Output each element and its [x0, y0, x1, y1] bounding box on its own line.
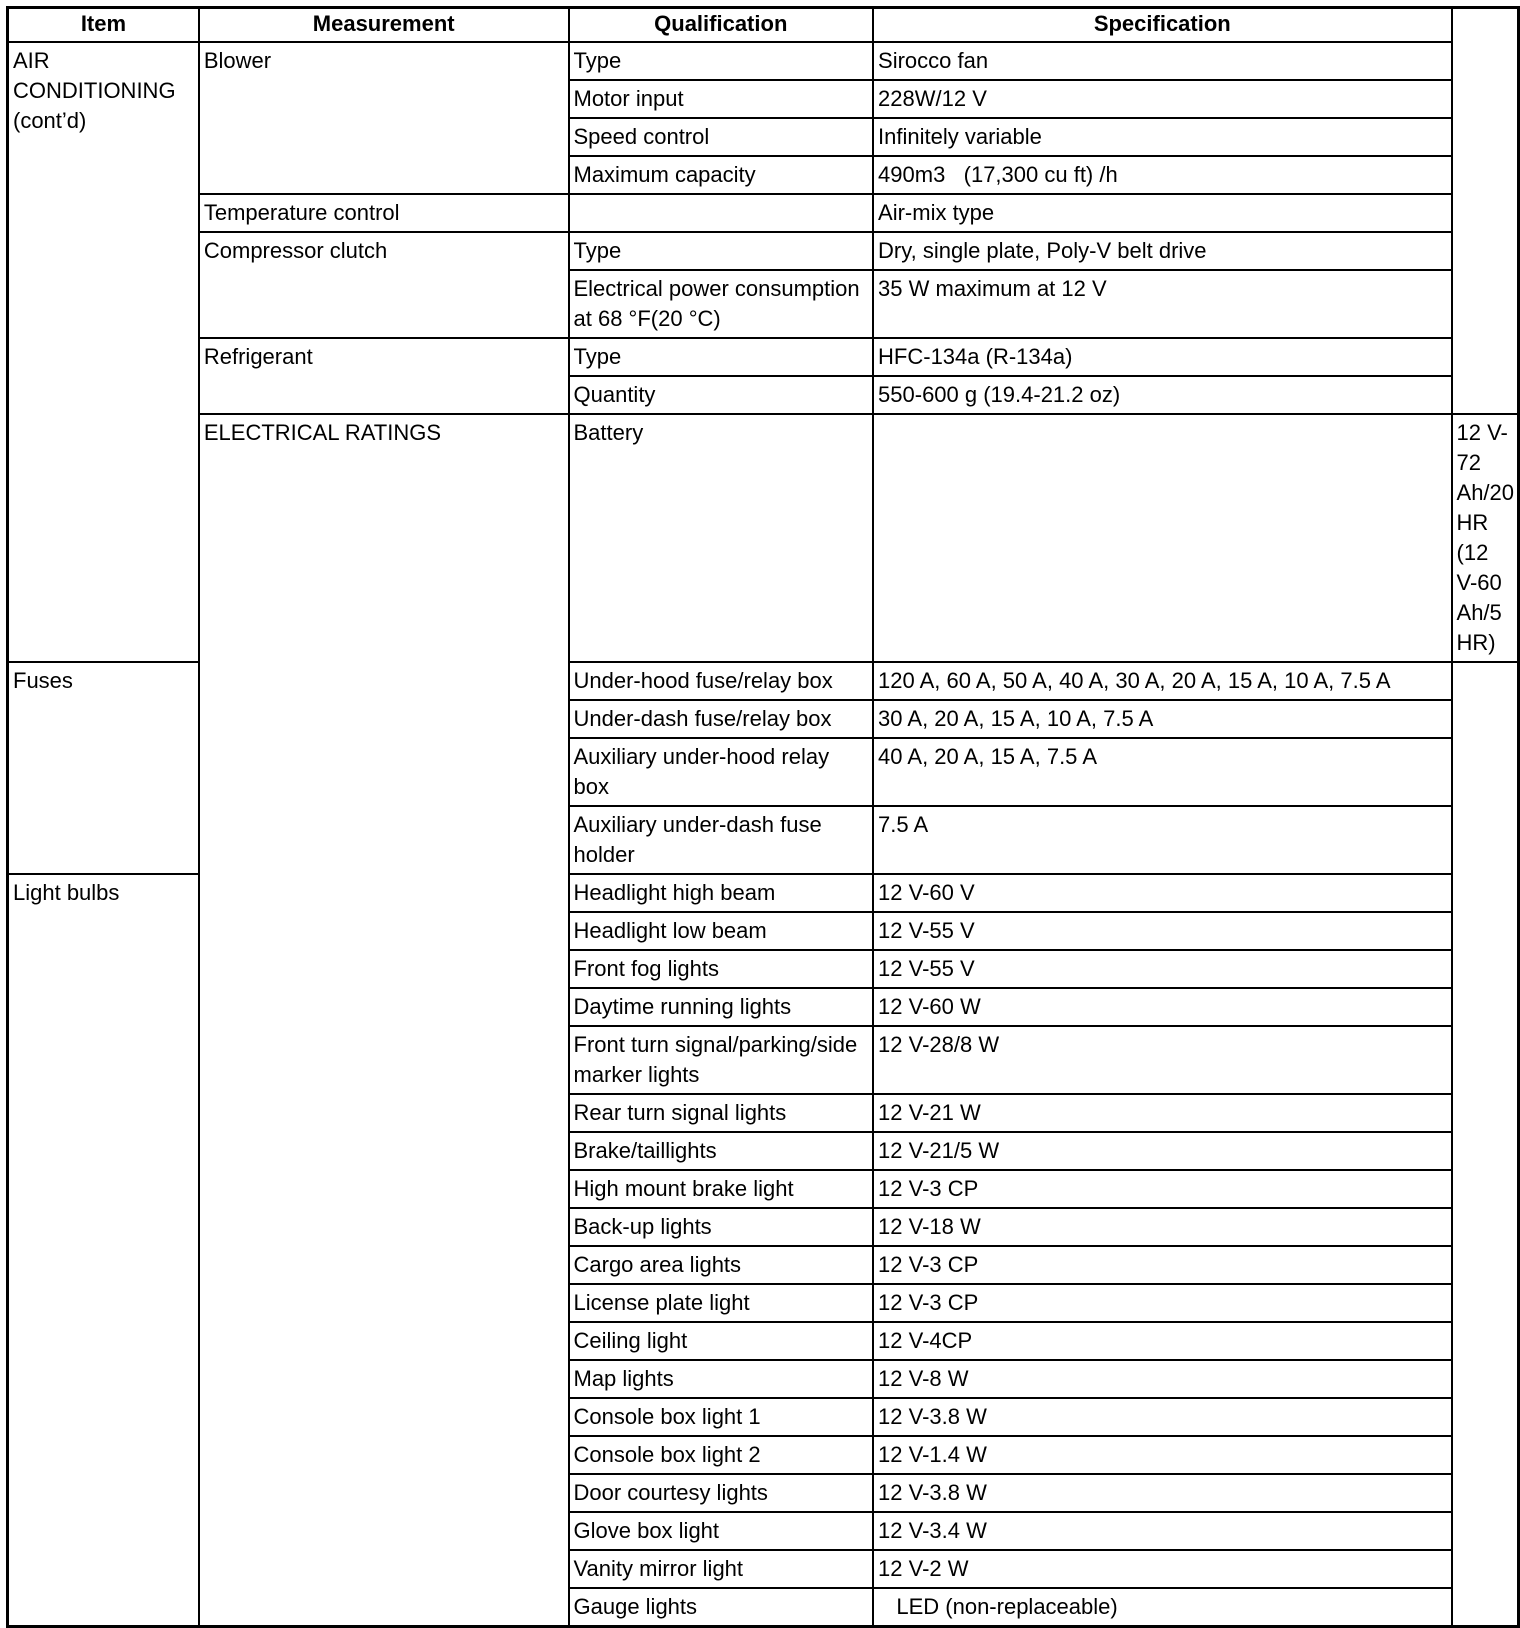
specification-cell: 12 V-60 W: [873, 988, 1451, 1026]
qualification-cell: Ceiling light: [569, 1322, 874, 1360]
specification-cell: 12 V-28/8 W: [873, 1026, 1451, 1094]
specification-cell: 12 V-8 W: [873, 1360, 1451, 1398]
measurement-light-bulbs: Light bulbs: [8, 874, 199, 1627]
specification-cell: LED (non-replaceable): [873, 1588, 1451, 1627]
qualification-cell: Brake/taillights: [569, 1132, 874, 1170]
item-electrical-ratings: ELECTRICAL RATINGS: [199, 414, 569, 1627]
table-row: [8, 194, 1519, 232]
qualification-cell: Front turn signal/parking/side marker lights: [569, 1026, 874, 1094]
qualification-cell: Gauge lights: [569, 1588, 874, 1627]
specification-cell: 12 V-3 CP: [873, 1246, 1451, 1284]
qualification-cell: Headlight low beam: [569, 912, 874, 950]
specification-cell: 35 W maximum at 12 V: [873, 270, 1451, 338]
qualification-cell: Quantity: [569, 376, 874, 414]
qualification-cell: Back-up lights: [569, 1208, 874, 1246]
specification-cell: 12 V-3.8 W: [873, 1398, 1451, 1436]
specification-cell: 228W/12 V: [873, 80, 1451, 118]
table-row: [8, 232, 1519, 270]
table-row: [8, 338, 1519, 376]
header-row: [8, 8, 1519, 43]
item-air-conditioning: AIR CONDITIONING (cont’d): [8, 42, 199, 662]
specification-cell: 12 V-2 W: [873, 1550, 1451, 1588]
qualification-cell-empty: [569, 194, 874, 232]
qualification-cell: Front fog lights: [569, 950, 874, 988]
spec-sheet: [6, 6, 1520, 1628]
qualification-cell: Motor input: [569, 80, 874, 118]
specification-cell: Sirocco fan: [873, 42, 1451, 80]
qualification-cell: Door courtesy lights: [569, 1474, 874, 1512]
qualification-cell: Electrical power consumption at 68 °F(20 °C): [569, 270, 874, 338]
qualification-cell: Maximum capacity: [569, 156, 874, 194]
specification-cell: 30 A, 20 A, 15 A, 10 A, 7.5 A: [873, 700, 1451, 738]
specification-cell: 12 V-4CP: [873, 1322, 1451, 1360]
header-item: Item: [8, 8, 199, 43]
header-qualification: Qualification: [569, 8, 874, 43]
specification-cell: 12 V-3.4 W: [873, 1512, 1451, 1550]
qualification-cell: High mount brake light: [569, 1170, 874, 1208]
qualification-cell: Rear turn signal lights: [569, 1094, 874, 1132]
specification-cell: 7.5 A: [873, 806, 1451, 874]
qualification-cell: Glove box light: [569, 1512, 874, 1550]
qualification-cell: Speed control: [569, 118, 874, 156]
measurement-blower: Blower: [199, 42, 569, 194]
qualification-cell: Headlight high beam: [569, 874, 874, 912]
measurement-refrigerant: Refrigerant: [199, 338, 569, 414]
specification-cell: Air-mix type: [873, 194, 1451, 232]
qualification-cell: Cargo area lights: [569, 1246, 874, 1284]
specification-cell: 12 V-3 CP: [873, 1284, 1451, 1322]
qualification-cell: Daytime running lights: [569, 988, 874, 1026]
specification-cell: 120 A, 60 A, 50 A, 40 A, 30 A, 20 A, 15 A, 10 A, 7.5 A: [873, 662, 1451, 700]
specification-cell: 12 V-55 V: [873, 912, 1451, 950]
qualification-cell: Auxiliary under-hood relay box: [569, 738, 874, 806]
specification-cell: HFC-134a (R-134a): [873, 338, 1451, 376]
measurement-compressor-clutch: Compressor clutch: [199, 232, 569, 338]
specification-cell: 12 V-1.4 W: [873, 1436, 1451, 1474]
table-row: [8, 414, 1519, 662]
specification-cell: 12 V-3.8 W: [873, 1474, 1451, 1512]
qualification-cell: Type: [569, 338, 874, 376]
qualification-cell-empty: [873, 414, 1451, 662]
specification-cell: 12 V-21 W: [873, 1094, 1451, 1132]
specification-cell: 550-600 g (19.4-21.2 oz): [873, 376, 1451, 414]
header-measurement: Measurement: [199, 8, 569, 43]
specification-cell: 12 V-18 W: [873, 1208, 1451, 1246]
qualification-cell: Type: [569, 42, 874, 80]
specification-cell: 12 V-60 V: [873, 874, 1451, 912]
specification-cell: Dry, single plate, Poly-V belt drive: [873, 232, 1451, 270]
header-specification: Specification: [873, 8, 1451, 43]
qualification-cell: Under-hood fuse/relay box: [569, 662, 874, 700]
specification-cell: 40 A, 20 A, 15 A, 7.5 A: [873, 738, 1451, 806]
specification-cell: Infinitely variable: [873, 118, 1451, 156]
qualification-cell: Type: [569, 232, 874, 270]
qualification-cell: Map lights: [569, 1360, 874, 1398]
qualification-cell: Vanity mirror light: [569, 1550, 874, 1588]
measurement-battery: Battery: [569, 414, 874, 662]
specification-cell: 12 V-55 V: [873, 950, 1451, 988]
specification-cell: 12 V-3 CP: [873, 1170, 1451, 1208]
specification-cell: 490m3 (17,300 cu ft) /h: [873, 156, 1451, 194]
specification-cell: 12 V-21/5 W: [873, 1132, 1451, 1170]
table-row: [8, 42, 1519, 80]
qualification-cell: License plate light: [569, 1284, 874, 1322]
qualification-cell: Auxiliary under-dash fuse holder: [569, 806, 874, 874]
measurement-temperature-control: Temperature control: [199, 194, 569, 232]
qualification-cell: Console box light 1: [569, 1398, 874, 1436]
measurement-fuses: Fuses: [8, 662, 199, 874]
specification-cell: 12 V-72 Ah/20 HR (12 V-60 Ah/5 HR): [1452, 414, 1519, 662]
qualification-cell: Console box light 2: [569, 1436, 874, 1474]
spec-table: [6, 6, 1520, 1628]
qualification-cell: Under-dash fuse/relay box: [569, 700, 874, 738]
